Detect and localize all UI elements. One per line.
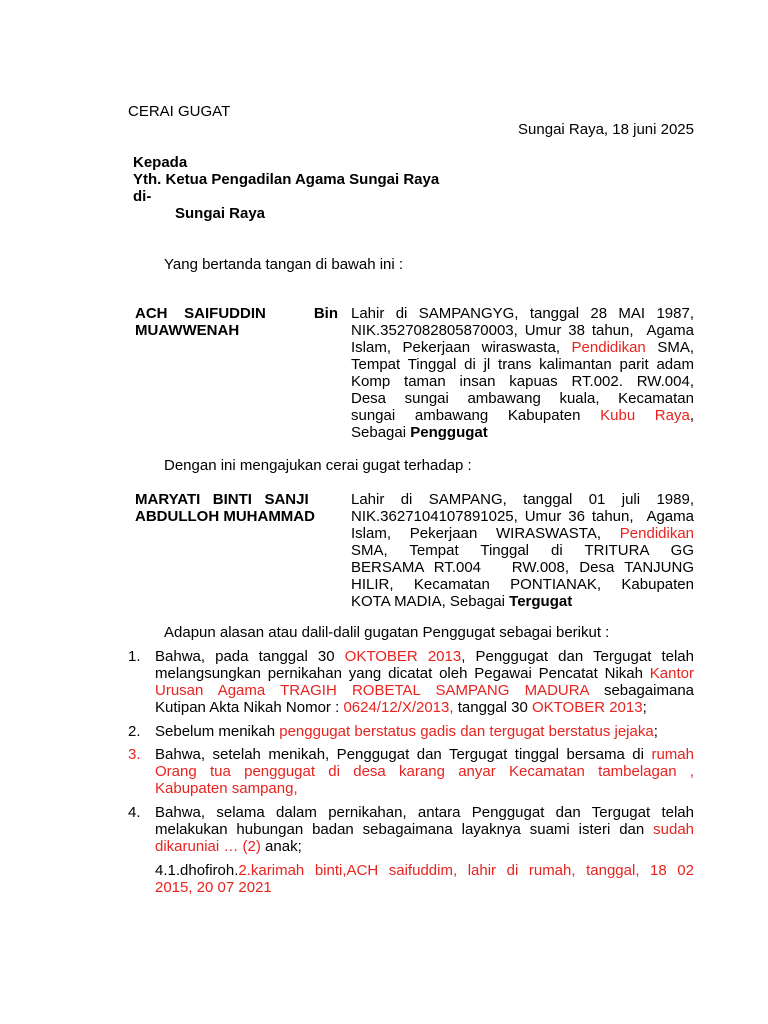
- defendant-desc-line: BERSAMA RT.004 RW.008, Desa TANJUNG: [351, 559, 694, 576]
- address-block: [133, 154, 439, 222]
- item-number: 4.: [128, 804, 141, 821]
- item-line: [155, 699, 694, 716]
- defendant-desc-line: NIK.3627104107891025, Umur 36 tahun, Agama: [351, 508, 694, 525]
- item-number: 3.: [128, 746, 141, 763]
- document-title: CERAI GUGAT: [128, 103, 231, 120]
- highlight-span: Urusan Agama TRAGIH ROBETAL SAMPANG MADURA: [155, 682, 589, 699]
- highlight-span: 0624/12/X/2013,: [343, 699, 454, 716]
- text-span: ;: [642, 699, 647, 716]
- highlight-span: 2.karimah binti,ACH saifuddim, lahir di rumah, tanggal, 18 02: [238, 862, 694, 879]
- text-span: KOTA MADIA, Sebagai: [351, 593, 505, 610]
- item-line: [155, 682, 694, 699]
- highlight-span: OKTOBER 2013: [531, 699, 643, 716]
- address-di: di-: [133, 188, 152, 205]
- item-line: [155, 862, 694, 879]
- defendant-desc-line: SMA, Tempat Tinggal di TRITURA GG: [351, 542, 694, 559]
- reason-item-4: [155, 804, 694, 855]
- text-span: Islam, Pekerjaan WIRASWASTA,: [351, 525, 602, 542]
- defendant-desc-line: [351, 525, 694, 542]
- role-tergugat: Tergugat: [509, 593, 573, 610]
- item-line: [155, 665, 694, 682]
- text-span: Bahwa, setelah menikah, Penggugat dan Tergugat tinggal bersama di: [155, 746, 644, 763]
- text-span: ;: [653, 723, 658, 740]
- address-city: Sungai Raya: [175, 205, 266, 222]
- text-span: sebagaimana: [603, 682, 694, 699]
- plaintiff-description: [351, 305, 694, 441]
- text-span: 4.1.dhofiroh.: [155, 862, 239, 879]
- item-line: [155, 821, 694, 838]
- plaintiff-desc-line: Komp taman insan kapuas RT.002. RW.004,: [351, 373, 694, 390]
- plaintiff-desc-line: [351, 407, 694, 424]
- text-span: anak;: [265, 838, 302, 855]
- plaintiff-desc-line: Desa sungai ambawang kuala, Kecamatan: [351, 390, 694, 407]
- plaintiff-name-part: ACH SAIFUDDIN: [135, 305, 266, 322]
- plaintiff-name-bin: Bin: [313, 305, 338, 322]
- highlight-span: sudah: [653, 821, 694, 838]
- item-line: [155, 648, 694, 665]
- plaintiff-name-part: MUAWWENAH: [135, 322, 240, 339]
- defendant-desc-line: HILIR, Kecamatan PONTIANAK, Kabupaten: [351, 576, 694, 593]
- reasons-intro: Adapun alasan atau dalil-dalil gugatan Penggugat sebagai berikut :: [164, 624, 610, 641]
- plaintiff-desc-line: [351, 424, 694, 441]
- text-span: tanggal 30: [457, 699, 528, 716]
- item-line: [155, 838, 694, 855]
- text-span: melangsungkan pernikahan yang dicatat oleh Pegawai Pencatat Nikah: [155, 665, 643, 682]
- transition-text: Dengan ini mengajukan cerai gugat terhadap :: [164, 457, 472, 474]
- plaintiff-desc-line: Lahir di SAMPANGYG, tanggal 28 MAI 1987,: [351, 305, 694, 322]
- item-line: Bahwa, selama dalam pernikahan, antara Penggugat dan Tergugat telah: [155, 804, 694, 821]
- plaintiff-desc-line: NIK.3527082805870003, Umur 38 tahun, Agama: [351, 322, 694, 339]
- plaintiff-desc-line: [351, 339, 694, 356]
- defendant-description: [351, 491, 694, 610]
- item-line: Kabupaten sampang,: [155, 780, 298, 797]
- defendant-desc-line: Lahir di SAMPANG, tanggal 01 juli 1989,: [351, 491, 694, 508]
- address-yth: Yth. Ketua Pengadilan Agama Sungai Raya: [133, 171, 440, 188]
- place-date: Sungai Raya, 18 juni 2025: [518, 121, 694, 138]
- defendant-name: [135, 491, 338, 525]
- defendant-desc-line: [351, 593, 694, 610]
- highlight-span: Pendidikan: [619, 525, 694, 542]
- text-span: Kutipan Akta Nikah Nomor :: [155, 699, 340, 716]
- highlight-span: rumah: [651, 746, 694, 763]
- reason-item-2: [155, 723, 694, 740]
- item-line: Orang tua penggugat di desa karang anyar Kecamatan tambelagan ,: [155, 763, 694, 780]
- item-line: 2015, 20 07 2021: [155, 879, 272, 896]
- text-span: Sebelum menikah: [155, 723, 276, 740]
- text-span: Sebagai: [351, 424, 407, 441]
- address-kepada: Kepada: [133, 154, 188, 171]
- highlight-span: Kubu Raya: [600, 407, 690, 424]
- text-span: , Penggugat dan Tergugat telah: [461, 648, 694, 665]
- highlight-span: OKTOBER 2013: [344, 648, 462, 665]
- text-span: Islam, Pekerjaan wiraswasta,: [351, 339, 560, 356]
- item-number: 2.: [128, 723, 141, 740]
- plaintiff-desc-line: Tempat Tinggal di jl trans kalimantan parit adam: [351, 356, 694, 373]
- role-penggugat: Penggugat: [410, 424, 488, 441]
- text-span: melakukan hubungan badan sebagaimana layaknya suami isteri dan: [155, 821, 645, 838]
- reason-item-1: [155, 648, 694, 716]
- text-span: sungai ambawang Kabupaten: [351, 407, 581, 424]
- highlight-span: penggugat berstatus gadis dan tergugat berstatus jejaka: [279, 723, 654, 740]
- highlight-span: Pendidikan: [571, 339, 646, 356]
- defendant-name-part: ABDULLOH MUHAMMAD: [135, 508, 315, 525]
- highlight-span: dikaruniai … (2): [155, 838, 261, 855]
- item-number: 1.: [128, 648, 141, 665]
- highlight-span: Kantor: [649, 665, 694, 682]
- defendant-name-part: MARYATI BINTI SANJI: [135, 491, 309, 508]
- reason-item-4-1: [155, 862, 694, 896]
- reason-item-3: [155, 746, 694, 797]
- intro-text: Yang bertanda tangan di bawah ini :: [164, 256, 404, 273]
- text-span: Bahwa, pada tanggal 30: [155, 648, 335, 665]
- text-span: ,: [689, 407, 694, 424]
- text-span: SMA,: [657, 339, 694, 356]
- plaintiff-name: [135, 305, 338, 339]
- item-line: [155, 746, 694, 763]
